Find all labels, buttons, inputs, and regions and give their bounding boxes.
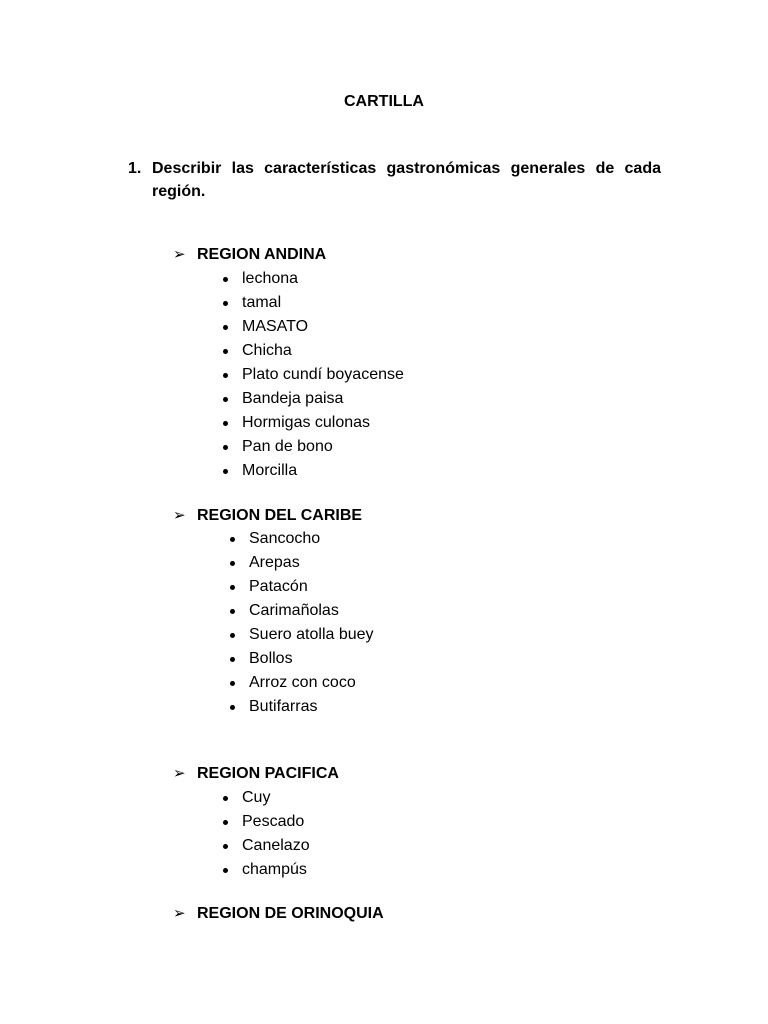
list-item xyxy=(249,599,374,623)
bullet-icon xyxy=(223,277,228,282)
list-item-text: Bandeja paisa xyxy=(242,390,344,407)
bullet-icon xyxy=(223,301,228,306)
region-pacifica-list xyxy=(242,786,310,882)
list-item xyxy=(242,363,404,387)
region-heading-caribe xyxy=(173,506,362,526)
list-item xyxy=(242,315,404,339)
list-item xyxy=(242,834,310,858)
region-heading-orinoquia xyxy=(173,904,384,924)
bullet-icon xyxy=(230,585,235,590)
question-1 xyxy=(128,157,661,203)
list-item-text: Arepas xyxy=(249,554,300,571)
list-item-text: Pan de bono xyxy=(242,438,333,455)
bullet-icon xyxy=(230,681,235,686)
bullet-icon xyxy=(223,445,228,450)
list-item-text: Hormigas culonas xyxy=(242,414,371,431)
list-item xyxy=(242,810,310,834)
list-item-text: Sancocho xyxy=(249,530,321,547)
region-name: REGION DE ORINOQUIA xyxy=(197,905,384,922)
list-item xyxy=(249,575,374,599)
list-item xyxy=(242,435,404,459)
list-item xyxy=(249,671,374,695)
list-item-text: Bollos xyxy=(249,650,293,667)
list-item xyxy=(242,267,404,291)
region-andina-list xyxy=(242,267,404,483)
list-item xyxy=(242,339,404,363)
list-item-text: Arroz con coco xyxy=(249,674,356,691)
region-name: REGION DEL CARIBE xyxy=(197,507,363,524)
list-item xyxy=(242,411,404,435)
bullet-icon xyxy=(223,469,228,474)
arrow-bullet-icon: ➢ xyxy=(173,905,186,922)
list-item xyxy=(242,858,310,882)
list-item-text: MASATO xyxy=(242,318,309,335)
bullet-icon xyxy=(230,633,235,638)
list-item xyxy=(249,551,374,575)
arrow-bullet-icon: ➢ xyxy=(173,507,186,524)
question-number: 1. xyxy=(128,160,142,177)
bullet-icon xyxy=(223,421,228,426)
list-item xyxy=(242,387,404,411)
list-item-text: Cuy xyxy=(242,789,271,806)
region-name: REGION ANDINA xyxy=(197,246,327,263)
bullet-icon xyxy=(223,373,228,378)
bullet-icon xyxy=(230,609,235,614)
bullet-icon xyxy=(223,868,228,873)
question-text: Describir las características gastronómicas generales de cada región. xyxy=(152,160,661,200)
list-item xyxy=(242,786,310,810)
list-item-text: Plato cundí boyacense xyxy=(242,366,404,383)
list-item-text: Chicha xyxy=(242,342,292,359)
list-item xyxy=(249,647,374,671)
bullet-icon xyxy=(223,397,228,402)
bullet-icon xyxy=(223,796,228,801)
bullet-icon xyxy=(223,820,228,825)
arrow-bullet-icon: ➢ xyxy=(173,246,186,263)
arrow-bullet-icon: ➢ xyxy=(173,765,186,782)
list-item-text: Pescado xyxy=(242,813,305,830)
list-item xyxy=(249,695,374,719)
list-item-text: lechona xyxy=(242,270,299,287)
list-item-text: Canelazo xyxy=(242,837,310,854)
bullet-icon xyxy=(223,325,228,330)
bullet-icon xyxy=(223,844,228,849)
region-caribe-list xyxy=(249,527,374,719)
list-item xyxy=(249,623,374,647)
list-item-text: champús xyxy=(242,861,307,878)
list-item-text: Carimañolas xyxy=(249,602,339,619)
list-item-text: Suero atolla buey xyxy=(249,626,374,643)
bullet-icon xyxy=(230,705,235,710)
list-item-text: Morcilla xyxy=(242,462,298,479)
bullet-icon xyxy=(223,349,228,354)
region-heading-andina xyxy=(173,245,326,265)
list-item-text: Butifarras xyxy=(249,698,318,715)
bullet-icon xyxy=(230,561,235,566)
list-item xyxy=(249,527,374,551)
list-item-text: Patacón xyxy=(249,578,308,595)
region-heading-pacifica xyxy=(173,764,339,784)
list-item xyxy=(242,459,404,483)
list-item xyxy=(242,291,404,315)
bullet-icon xyxy=(230,657,235,662)
list-item-text: tamal xyxy=(242,294,282,311)
page-title: CARTILLA xyxy=(344,93,424,110)
bullet-icon xyxy=(230,537,235,542)
region-name: REGION PACIFICA xyxy=(197,765,339,782)
